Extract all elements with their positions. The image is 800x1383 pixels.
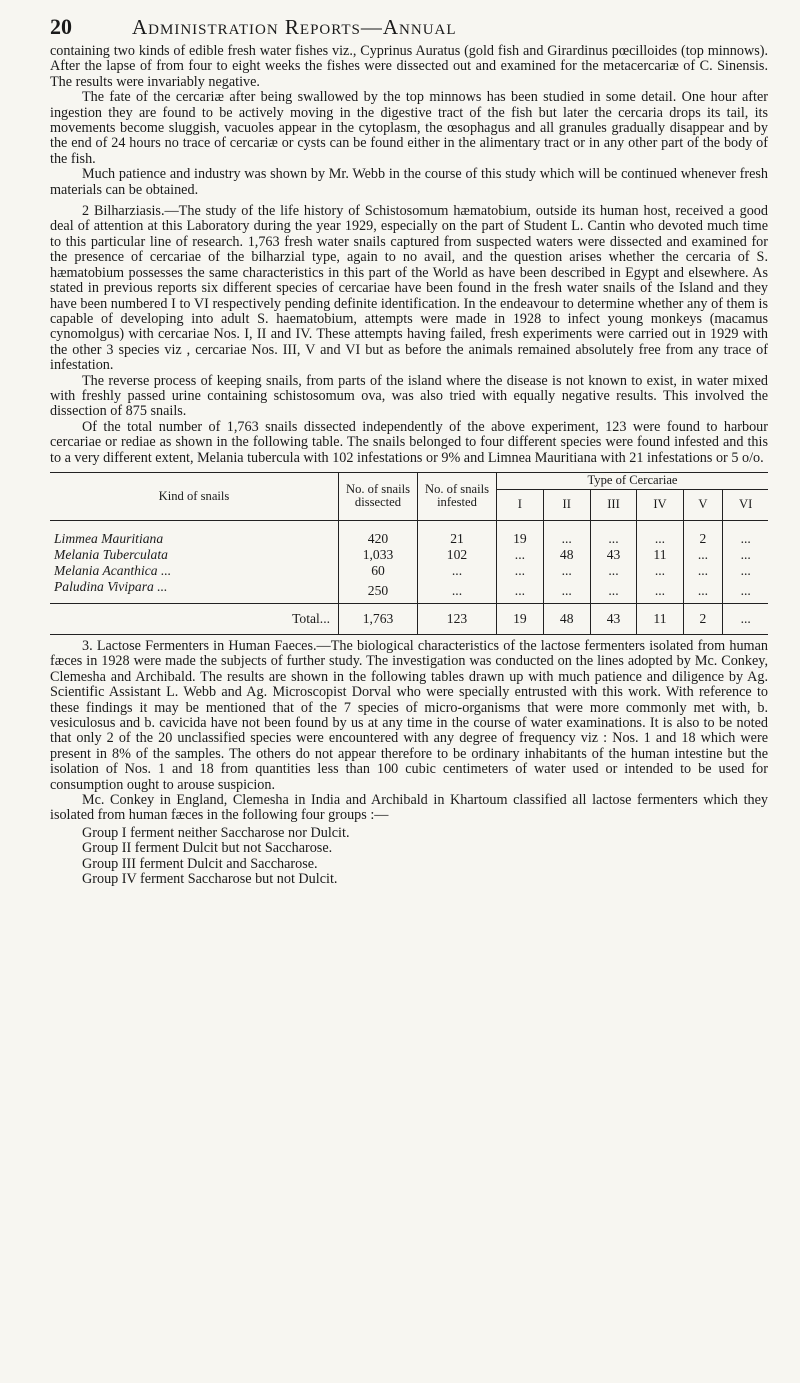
list-item: Group I ferment neither Saccharose nor Dulcit.: [82, 824, 350, 841]
table-row: [50, 520, 768, 547]
snail-infestation-table: [50, 472, 768, 635]
cell-type: ...: [590, 579, 637, 604]
cell-type: 48: [543, 547, 590, 563]
cell-type: 43: [590, 547, 637, 563]
page-header: [50, 14, 768, 40]
running-title: Administration Reports—Annual: [132, 15, 457, 39]
snail-name: Melania Tuberculata: [54, 546, 168, 562]
list-item: Group III ferment Dulcit and Saccharose.: [82, 855, 318, 872]
cell-type: ...: [723, 563, 768, 579]
total-type: 11: [637, 603, 683, 634]
paragraph-snail-totals: Of the total number of 1,763 snails dissected independently of the above experiment, 123 were found to harbour cercariae or rediae as shown in the following table. The snails belonged to four different species were found infested and this to a very different extent, Melania tubercula with 102 infestations or 9% and Limnea Mauritiana with 21 infestations or 5 o/o.: [50, 418, 768, 466]
header-type: IV: [637, 489, 683, 520]
cell-type: ...: [543, 579, 590, 604]
paragraph-classification: Mc. Conkey in England, Clemesha in India and Archibald in Khartoum classified all lactose fermenters which they isolated from human fæces in the following four groups :—: [50, 792, 768, 824]
paragraph-lactose-fermenters: 3. Lactose Fermenters in Human Faeces.—The biological characteristics of the lactose fermenters isolated from human fæces in 1928 were made the subjects of further study. The investigation was conducted on the lines adopted by Mc. Conkey, Clemesha and Archibald. The results are shown in the following tables drawn up with much patience and diligence by Ag. Scientific Assistant L. Webb and Ag. Microscopist Dorval who were specially entrusted with this work. With reference to these findings it may be mentioned that of the 7 species of micro-organisms that were more commonly met with, b. vesiculosus and b. cavicida have not been found by us at any time in the course of water examinations. It is also to be noted that only 2 of the 20 unclassified species were encountered with any degree of frequency viz : Nos. 1 and 18 which were present in 8% of the samples. The others do not appear therefore to be ordinary inhabitants of the human intestine but the isolation of Nos. 1 and 18 from quantities less than 100 cubic centimeters of water used or intended to be used for consumption ought to arouse suspicion.: [50, 637, 768, 793]
cell-infested: ...: [418, 563, 497, 579]
header-type: VI: [723, 489, 768, 520]
cell-type: 2: [683, 520, 723, 547]
paragraph-reverse-process: The reverse process of keeping snails, from parts of the island where the disease is not known to exist, in water mixed with freshly passed urine containing schistosomum ova, was also tried with equally negative results. This involved the dissection of 875 snails.: [50, 372, 768, 420]
cell-type: 19: [497, 520, 544, 547]
cell-type: ...: [543, 520, 590, 547]
cell-type: ...: [590, 563, 637, 579]
cell-infested: 102: [418, 547, 497, 563]
cell-type: ...: [637, 520, 683, 547]
paragraph-fish-experiment: containing two kinds of edible fresh water fishes viz., Cyprinus Auratus (gold fish and Girardinus pœcilloides (top minnows). After the lapse of from four to eight weeks the fishes were dissected out and examined for the metacercariæ of C. Sinensis. The results were invariably negative.: [50, 43, 768, 90]
total-infested: 123: [418, 603, 497, 634]
total-label: Total...: [50, 603, 339, 634]
cell-type: ...: [723, 547, 768, 563]
header-type: II: [543, 489, 590, 520]
cell-type: ...: [497, 579, 544, 604]
paragraph-bilharziasis: 2 Bilharziasis.—The study of the life history of Schistosomum hæmatobium, outside its human host, received a good deal of attention at this Laboratory during the year 1929, especially on the part of Student L. Cantin who devoted much time to this particular line of research. 1,763 fresh water snails captured from suspected waters were dissected and examined for the presence of cercariae of the bilharzial type, again to no avail, and the question arises whether the cercaria of S. hæmatobium possesses the same characteristics in this part of the World as have been described in Egypt and elsewhere. As stated in previous reports six different species of cercariae have been found in the fresh water snails of the Island and they have been numbered I to VI respectively pending definite identification. In the endeavour to determine whether any of them is capable of developing into adult S. haematobium, attempts were made in 1928 to infect young monkeys (macamus cynomolgus) with cercariae Nos. I, II and IV. These attempts having failed, fresh experiments were carried out in 1929 with the other 3 species viz , cercariae Nos. III, V and VI but as before the animals remained absolutely free from any trace of infestation.: [50, 203, 768, 374]
total-type: 48: [543, 603, 590, 634]
total-type: 43: [590, 603, 637, 634]
total-type: ...: [723, 603, 768, 634]
header-type-of-cercariae: Type of Cercariae: [497, 472, 769, 489]
cell-dissected: 1,033: [339, 547, 418, 563]
table-row: [50, 563, 768, 579]
cell-dissected: 420: [339, 520, 418, 547]
cell-type: ...: [637, 579, 683, 604]
cell-infested: ...: [418, 579, 497, 604]
snail-name: Melania Acanthica ...: [54, 562, 172, 578]
cell-type: ...: [723, 579, 768, 604]
total-dissected: 1,763: [339, 603, 418, 634]
cell-type: ...: [497, 563, 544, 579]
cell-dissected: 250: [339, 579, 418, 604]
table-total-row: [50, 603, 768, 634]
cell-dissected: 60: [339, 563, 418, 579]
cell-type: ...: [637, 563, 683, 579]
header-kind-of-snails: Kind of snails: [50, 472, 339, 520]
header-dissected: No. of snails dissected: [339, 472, 418, 520]
cell-type: ...: [590, 520, 637, 547]
header-type: III: [590, 489, 637, 520]
cell-infested: 21: [418, 520, 497, 547]
paragraph-webb-study: Much patience and industry was shown by Mr. Webb in the course of this study which will be continued whenever fresh materials can be obtained.: [50, 166, 768, 198]
cell-type: ...: [723, 520, 768, 547]
cell-type: 11: [637, 547, 683, 563]
total-type: 19: [497, 603, 544, 634]
cell-type: ...: [683, 579, 723, 604]
group-list: [82, 826, 768, 888]
header-type: V: [683, 489, 723, 520]
page-number: 20: [50, 14, 72, 39]
list-item: Group II ferment Dulcit but not Saccharose.: [82, 840, 333, 857]
paragraph-cercariae-fate: The fate of the cercariæ after being swallowed by the top minnows has been studied in some detail. One hour after ingestion they are found to be actively moving in the digestive tract of the fish but later the cercaria drops its tail, its movements become sluggish, vacuoles appear in the cytoplasm, the œsophagus and all granules gradually disappear and by the end of 24 hours no trace of cercariæ or cysts can be found either in the alimentary tract or in any other part of the body of the fish.: [50, 89, 768, 167]
snail-name: Paludina Vivipara ...: [54, 578, 168, 594]
list-item: Group IV ferment Saccharose but not Dulcit.: [82, 871, 338, 888]
cell-type: ...: [497, 547, 544, 563]
cell-type: ...: [683, 547, 723, 563]
snail-name: Limmea Mauritiana: [54, 530, 164, 546]
table-row: [50, 547, 768, 563]
header-infested: No. of snails infested: [418, 472, 497, 520]
header-type: I: [497, 489, 544, 520]
cell-type: ...: [683, 563, 723, 579]
table-row: [50, 579, 768, 604]
total-type: 2: [683, 603, 723, 634]
cell-type: ...: [543, 563, 590, 579]
